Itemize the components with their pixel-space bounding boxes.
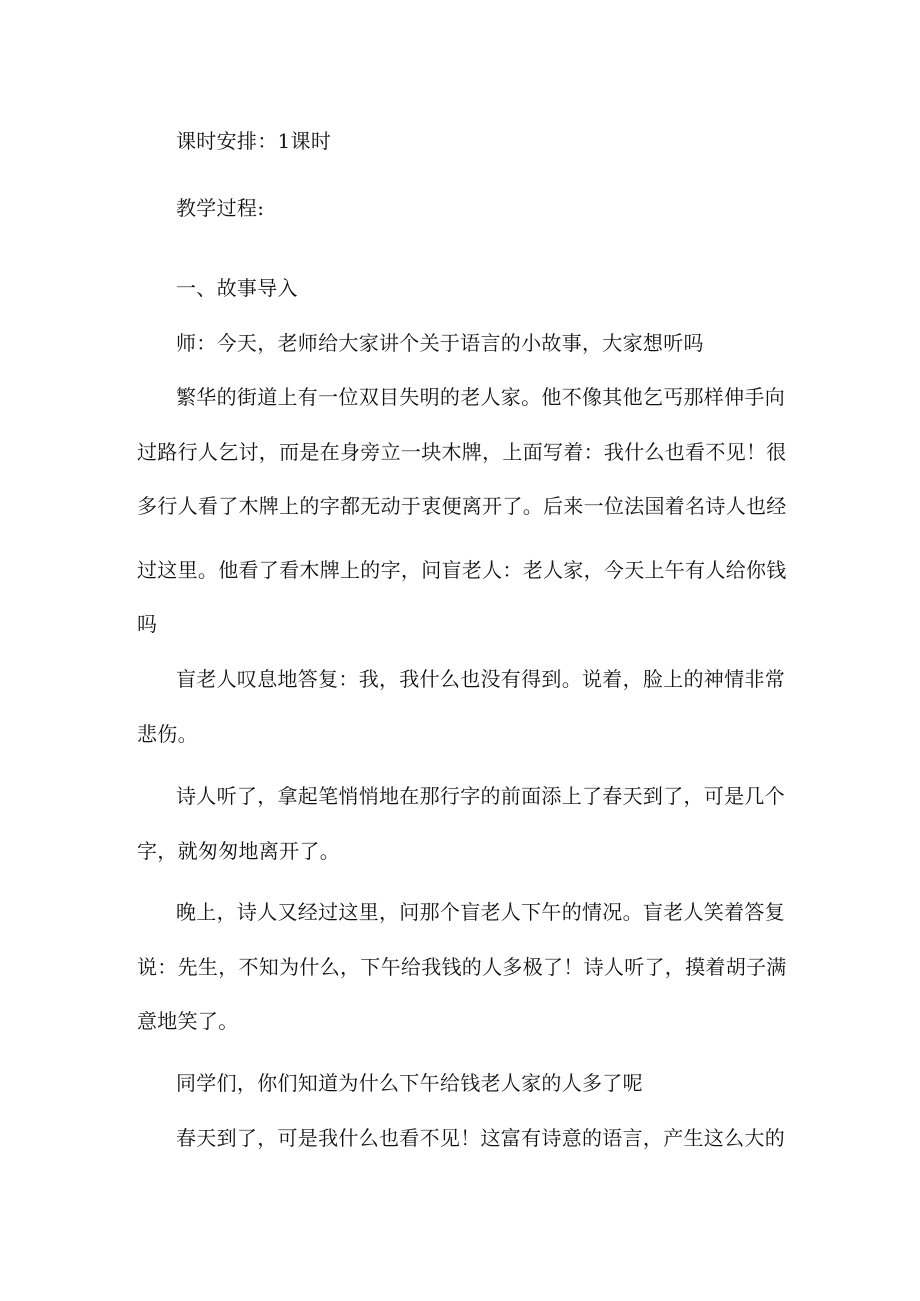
- process-heading: 教学过程:: [176, 196, 265, 220]
- schedule-line: 课时安排：1课时: [176, 129, 332, 153]
- story-paragraph-1-line-5: 吗: [137, 612, 158, 636]
- closing-line: 春天到了，可是我什么也看不见！这富有诗意的语言，产生这么大的: [176, 1126, 785, 1150]
- story-paragraph-3-line-2: 字，就匆匆地离开了。: [137, 839, 340, 863]
- teacher-line: 师：今天，老师给大家讲个关于语言的小故事，大家想听吗: [176, 331, 704, 355]
- story-paragraph-1-line-4: 过这里。他看了看木牌上的字，问盲老人：老人家，今天上午有人给你钱: [137, 558, 787, 582]
- story-paragraph-1-line-3: 多行人看了木牌上的字都无动于衷便离开了。后来一位法国着名诗人也经: [137, 494, 787, 518]
- question-line: 同学们，你们知道为什么下午给钱老人家的人多了呢: [176, 1071, 643, 1095]
- story-paragraph-1-line-1: 繁华的街道上有一位双目失明的老人家。他不像其他乞丐那样伸手向: [176, 385, 785, 409]
- story-paragraph-1-line-2: 过路行人乞讨，而是在身旁立一块木牌，上面写着：我什么也看不见！很: [137, 440, 787, 464]
- story-paragraph-2-line-1: 盲老人叹息地答复：我，我什么也没有得到。说着，脸上的神情非常: [176, 667, 785, 691]
- story-paragraph-4-line-2: 说：先生，不知为什么，下午给我钱的人多极了！诗人听了，摸着胡子满: [137, 955, 787, 979]
- story-paragraph-2-line-2: 悲伤。: [137, 722, 198, 746]
- section-heading: 一、故事导入: [176, 276, 298, 300]
- story-paragraph-4-line-1: 晚上，诗人又经过这里，问那个盲老人下午的情况。盲老人笑着答复: [176, 900, 785, 924]
- story-paragraph-4-line-3: 意地笑了。: [137, 1009, 239, 1033]
- story-paragraph-3-line-1: 诗人听了，拿起笔悄悄地在那行字的前面添上了春天到了，可是几个: [176, 784, 785, 808]
